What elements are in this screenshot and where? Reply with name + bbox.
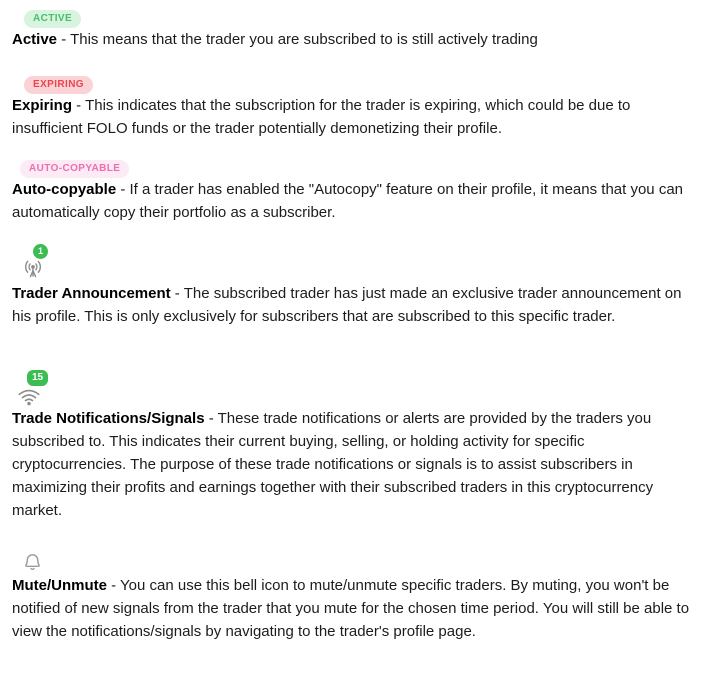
bell-icon (22, 550, 43, 574)
broadcast-antenna-icon (20, 256, 46, 282)
status-badge-expiring: EXPIRING (24, 76, 93, 94)
entry-trader-announcement (12, 282, 695, 328)
trade-signals-indicator (16, 372, 44, 407)
entry-text: - These trade notifications or alerts are provided by the traders you subscribed to. This indicates their current buying, selling, or holding activity for specific cryptocurrencies. The purpose of these trade notifications or signals is to assist subscribers in maximizing their profits and earnings together with their subscribed traders in this cryptocurrency market. (12, 410, 654, 519)
entry-term: Trader Announcement (12, 285, 171, 302)
wifi-signal-icon (16, 385, 42, 407)
entry-text: - This means that the trader you are subscribed to is still actively trading (57, 31, 538, 48)
entry-text: - The subscribed trader has just made an exclusive trader announcement on his profile. This is only exclusively for subscribers that are subscribed to this specific trader. (12, 285, 682, 325)
entry-text: - If a trader has enabled the "Autocopy" feature on their profile, it means that you can automatically copy their portfolio as a subscriber. (12, 181, 684, 221)
entry-text: - You can use this bell icon to mute/unmute specific traders. By muting, you won't be notified of new signals from the trader that you mute for the chosen time period. You will still be able to view the notifications/signals by navigating to the trader's profile page. (12, 577, 690, 640)
entry-term: Active (12, 31, 58, 48)
entry-active (12, 28, 538, 51)
status-badge-active: ACTIVE (24, 10, 81, 28)
entry-mute-unmute (12, 574, 695, 643)
entry-text: - This indicates that the subscription for the trader is expiring, which could be due to insufficient FOLO funds or the trader potentially demonetizing their profile. (12, 97, 631, 137)
status-badge-auto-copyable: AUTO-COPYABLE (20, 160, 129, 178)
entry-trade-signals (12, 407, 695, 522)
announcement-count-badge: 1 (33, 244, 48, 259)
entry-term: Auto-copyable (12, 181, 117, 198)
entry-auto-copyable (12, 178, 695, 224)
entry-term: Mute/Unmute (12, 577, 107, 594)
trader-announcement-indicator (20, 246, 46, 282)
entry-term: Trade Notifications/Signals (12, 410, 205, 427)
entry-expiring (12, 94, 695, 140)
signals-count-badge: 15 (27, 370, 48, 386)
entry-term: Expiring (12, 97, 73, 114)
mute-unmute-indicator (22, 550, 43, 574)
